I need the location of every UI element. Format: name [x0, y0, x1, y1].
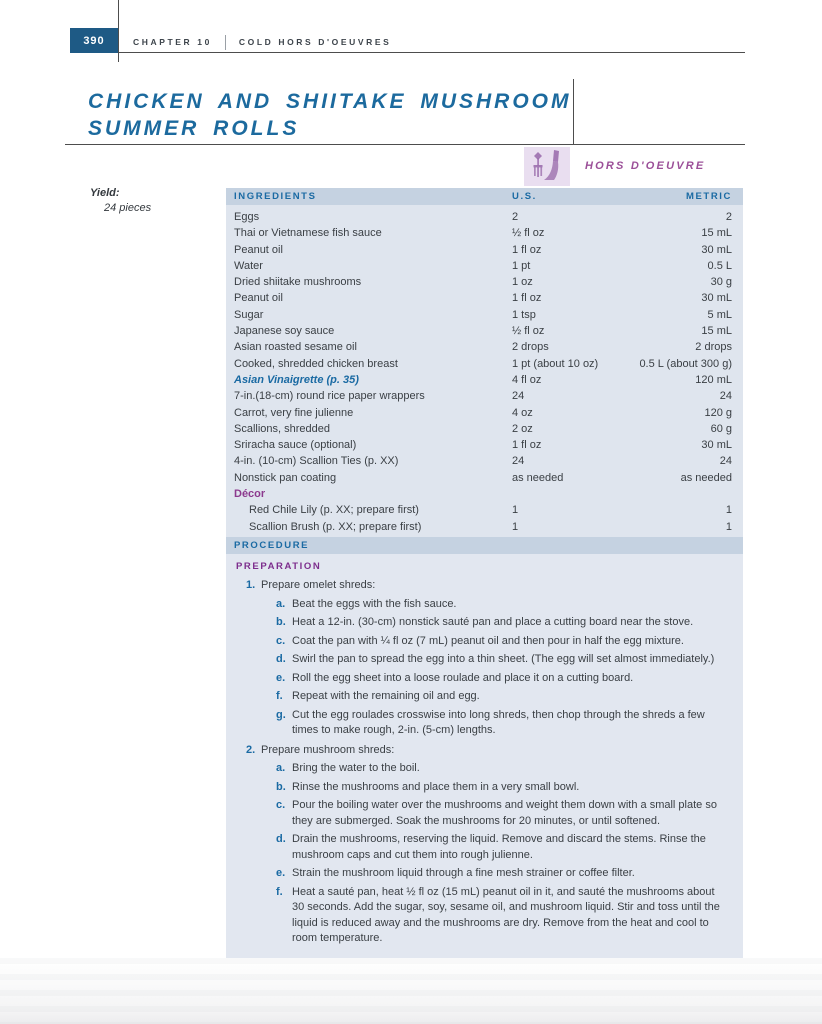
procedure-header-band [226, 537, 743, 554]
table-row [226, 388, 743, 404]
ingredient-us-qty: ½ fl oz [512, 325, 545, 338]
substep-text: Heat a sauté pan, heat ½ fl oz (15 mL) peanut oil in it, and sauté the mushrooms about 30 seconds. Add the sugar, soy, sesame oil, and mushroom liquid. Stir and toss until the liquid is reduced away and the mushrooms are dry. Remove from the heat and cool to room temperature. [292, 885, 720, 944]
us-column-header: U.S. [512, 191, 537, 202]
ingredient-us-qty: 2 [512, 211, 519, 223]
ingredient-us-qty: 1 fl oz [512, 243, 542, 256]
ingredients-table-body [226, 205, 743, 540]
yield-value: 24 pieces [104, 202, 152, 214]
ingredient-us-qty: 1 oz [512, 276, 533, 289]
step-number: 2. [246, 743, 256, 756]
metric-column-header: METRIC [685, 191, 732, 202]
running-head [133, 34, 391, 50]
header-horizontal-rule [118, 52, 745, 53]
table-row [226, 258, 743, 274]
ingredient-metric-qty: 120 g [704, 406, 732, 419]
substep-letter: e. [276, 867, 286, 879]
ingredients-column-header: INGREDIENTS [234, 191, 317, 202]
page-number-box [70, 28, 118, 53]
ingredient-us-qty: 1 [512, 520, 519, 533]
procedure-substep [276, 761, 731, 777]
ingredient-us-qty: 24 [512, 390, 525, 403]
ingredient-name: Japanese soy sauce [234, 325, 335, 338]
ingredient-metric-qty: 120 mL [695, 373, 732, 386]
ingredient-name: Scallion Brush (p. XX; prepare first) [249, 520, 422, 533]
table-row [226, 502, 743, 518]
procedure-substep [276, 832, 731, 863]
substep-text: Beat the eggs with the fish sauce. [292, 597, 457, 610]
substep-letter: f. [276, 885, 283, 898]
procedure-substep [276, 615, 731, 631]
yield-label: Yield: [90, 187, 120, 199]
ingredient-name: Sugar [234, 308, 264, 321]
ingredients-table [226, 188, 743, 540]
table-row [226, 519, 743, 535]
substep-letter: b. [276, 780, 286, 793]
substep-letter: e. [276, 671, 286, 684]
table-row-recipe-reference [226, 372, 743, 388]
step-number: 1. [246, 579, 256, 591]
page-bottom-fade [0, 958, 822, 1024]
ingredient-name: Scallions, shredded [234, 422, 331, 435]
substep-text: Rinse the mushrooms and place them in a very small bowl. [292, 780, 580, 793]
procedure-substep [276, 780, 731, 796]
ingredient-us-qty: ½ fl oz [512, 227, 545, 240]
ingredient-us-qty: 1 fl oz [512, 292, 542, 305]
procedure-substep [276, 634, 731, 650]
substep-text: Coat the pan with ¼ fl oz (7 mL) peanut oil and then pour in half the egg mixture. [292, 634, 684, 647]
ingredient-metric-qty: 0.5 L (about 300 g) [639, 357, 732, 370]
step-text: Prepare omelet shreds: [261, 579, 376, 591]
ingredient-metric-qty: 24 [719, 455, 732, 468]
table-row [226, 225, 743, 241]
ingredient-name: Peanut oil [234, 243, 283, 256]
chapter-label: CHAPTER 10 [133, 37, 212, 47]
substep-letter: c. [276, 634, 286, 647]
substep-text: Strain the mushroom liquid through a fine mesh strainer or coffee filter. [292, 867, 635, 879]
substep-letter: a. [276, 762, 286, 774]
table-row [226, 453, 743, 469]
substep-text: Bring the water to the boil. [292, 762, 420, 774]
ingredient-name: Thai or Vietnamese fish sauce [234, 227, 382, 240]
substep-text: Swirl the pan to spread the egg into a thin sheet. (The egg will set almost immediately.) [292, 653, 715, 665]
table-row-decor-subheading [226, 486, 743, 502]
ingredient-metric-qty: 30 mL [701, 439, 732, 452]
preparation-subheader: PREPARATION [236, 561, 322, 572]
procedure-substep [276, 671, 731, 687]
ingredient-us-qty: 4 oz [512, 406, 533, 419]
ingredient-metric-qty: 1 [725, 504, 732, 517]
ingredient-us-qty: 1 pt [512, 259, 531, 272]
ingredient-name: 7-in.(18-cm) round rice paper wrappers [234, 390, 425, 403]
ingredient-metric-qty: 24 [719, 390, 732, 403]
ingredient-us-qty: 2 drops [512, 341, 549, 354]
yield-block [90, 187, 151, 214]
substep-letter: f. [276, 690, 283, 702]
table-row [226, 421, 743, 437]
ingredient-name: 4-in. (10-cm) Scallion Ties (p. XX) [234, 455, 399, 468]
fork-and-knife-glyph [524, 147, 570, 186]
ingredient-metric-qty: 30 g [710, 276, 732, 289]
ingredient-us-qty: 1 [512, 504, 519, 517]
substep-letter: b. [276, 616, 286, 628]
substep-text: Pour the boiling water over the mushrooms and weight them down with a small plate so they are submerged. Soak the mushrooms for 20 minutes, or until softened. [292, 799, 717, 827]
category-label: HORS D'OEUVRE [585, 160, 706, 172]
substep-letter: g. [276, 708, 286, 721]
procedure-header: PROCEDURE [234, 540, 310, 551]
ingredient-us-qty: 1 pt (about 10 oz) [512, 357, 599, 370]
table-row [226, 323, 743, 339]
decor-subheading: Décor [234, 488, 266, 501]
recipe-title-line1: CHICKEN AND SHIITAKE MUSHROOM [88, 90, 572, 113]
recipe-title [88, 88, 588, 142]
ingredient-us-qty: 1 tsp [512, 308, 536, 321]
table-row [226, 339, 743, 355]
section-label: COLD HORS D'OEUVRES [238, 37, 392, 47]
procedure-substep [276, 652, 731, 668]
table-row [226, 470, 743, 486]
ingredient-metric-qty: 30 mL [701, 243, 732, 256]
procedure-substep [276, 798, 731, 829]
ingredient-metric-qty: 2 [725, 211, 732, 223]
table-row [226, 274, 743, 290]
ingredient-recipe-link: Asian Vinaigrette (p. 35) [234, 373, 359, 386]
substep-text: Cut the egg roulades crosswise into long shreds, then chop through the shreds a few times to make rough, 2-in. (5-cm) lengths. [292, 708, 705, 736]
step-text: Prepare mushroom shreds: [261, 743, 395, 756]
ingredient-name: Eggs [234, 211, 260, 223]
ingredient-metric-qty: 2 drops [695, 341, 732, 354]
ingredient-name: Nonstick pan coating [234, 471, 337, 484]
ingredient-name: Dried shiitake mushrooms [234, 276, 362, 289]
procedure-substep [276, 689, 731, 705]
fork-and-knife-icon [524, 147, 570, 186]
ingredient-metric-qty: 0.5 L [707, 259, 732, 272]
table-row [226, 242, 743, 258]
substep-text: Drain the mushrooms, reserving the liquid. Remove and discard the stems. Rinse the mushroom caps and cut them into rough julienne. [292, 833, 706, 861]
table-row [226, 290, 743, 306]
ingredient-us-qty: as needed [512, 471, 564, 484]
procedure-substep [276, 866, 731, 882]
ingredient-name: Asian roasted sesame oil [234, 341, 357, 354]
recipe-title-line2: SUMMER ROLLS [88, 117, 300, 140]
substep-text: Heat a 12-in. (30-cm) nonstick sauté pan and place a cutting board near the stove. [292, 616, 694, 628]
substep-letter: a. [276, 597, 286, 610]
ingredient-name: Peanut oil [234, 292, 283, 305]
procedure-substep [276, 597, 731, 613]
substep-letter: c. [276, 799, 286, 811]
procedure-substep [276, 708, 731, 739]
table-row [226, 405, 743, 421]
substep-letter: d. [276, 653, 286, 665]
table-row [226, 209, 743, 225]
ingredient-metric-qty: 30 mL [701, 292, 732, 305]
page-number: 390 [83, 34, 105, 47]
procedure-substep [276, 885, 731, 947]
ingredient-name: Water [234, 259, 263, 272]
ingredients-table-header [226, 188, 743, 205]
substep-letter: d. [276, 833, 286, 845]
table-row [226, 356, 743, 372]
procedure-body [226, 554, 743, 963]
table-row [226, 437, 743, 453]
ingredient-name: Carrot, very fine julienne [234, 406, 354, 419]
ingredient-metric-qty: 15 mL [701, 325, 732, 338]
ingredient-us-qty: 4 fl oz [512, 373, 542, 386]
ingredient-name: Cooked, shredded chicken breast [234, 357, 398, 370]
procedure-step [246, 578, 731, 594]
procedure-step [246, 743, 731, 759]
title-vertical-rule [573, 79, 574, 144]
ingredient-us-qty: 24 [512, 455, 525, 468]
substep-text: Repeat with the remaining oil and egg. [292, 690, 480, 702]
ingredient-us-qty: 2 oz [512, 422, 533, 435]
ingredient-name: Sriracha sauce (optional) [234, 439, 357, 452]
ingredient-metric-qty: 5 mL [707, 308, 732, 321]
title-horizontal-rule [65, 144, 745, 145]
ingredient-metric-qty: 1 [725, 520, 732, 533]
ingredient-metric-qty: as needed [680, 471, 732, 484]
ingredient-metric-qty: 15 mL [701, 227, 732, 240]
ingredient-name: Red Chile Lily (p. XX; prepare first) [249, 504, 419, 517]
ingredient-metric-qty: 60 g [710, 422, 732, 435]
table-row [226, 307, 743, 323]
substep-text: Roll the egg sheet into a loose roulade and place it on a cutting board. [292, 671, 634, 684]
chapter-divider [225, 35, 226, 50]
procedure-section [226, 537, 743, 963]
ingredient-us-qty: 1 fl oz [512, 439, 542, 452]
